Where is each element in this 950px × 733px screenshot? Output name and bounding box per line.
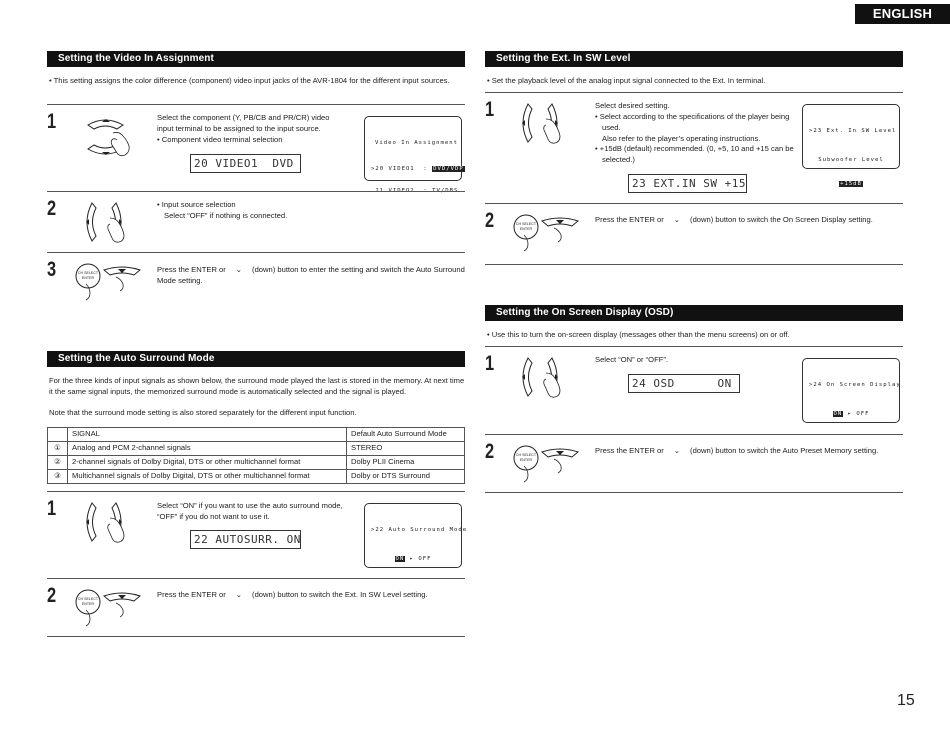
svg-text:CH SELECT: CH SELECT (515, 453, 537, 457)
table-header-row (48, 428, 465, 442)
table-row (48, 456, 465, 470)
up-down-cursor-buttons-icon (85, 113, 135, 163)
osd-selected-value: DVD/VDP (433, 165, 464, 172)
video-in-step1-text: Select the component (Y, PB/CB and PR/CR) video input terminal to be assigned to the input source. (157, 113, 330, 133)
video-in-step3-text (157, 264, 467, 286)
divider (47, 252, 465, 253)
step-number: 1 (47, 110, 56, 133)
down-arrow-icon: ⌄ (235, 265, 243, 274)
ext-sw-intro: • Set the playback level of the analog input signal connected to the Ext. In terminal. (487, 76, 766, 85)
enter-and-down-buttons-icon (512, 444, 584, 484)
ext-sw-step1-text: Also refer to the player’s operating instructions. (602, 134, 761, 143)
enter-and-down-buttons-icon (512, 213, 584, 253)
front-display-readout: 23 EXT.IN SW +15 (628, 174, 747, 193)
signal-table (47, 427, 465, 484)
on-screen-display-panel (802, 104, 900, 188)
osd-line: Subwoofer Level (818, 156, 884, 163)
step-text-part: (down) button to enter the setting and switch the Auto Surround Mode setting. (157, 265, 465, 285)
table-row (48, 470, 465, 484)
table-header: SIGNAL (68, 428, 347, 442)
step-text-part: Press the ENTER or (595, 446, 664, 455)
osd-line (809, 181, 893, 189)
down-arrow-icon: ⌄ (673, 215, 681, 224)
table-cell: ① (48, 442, 68, 456)
divider (47, 104, 465, 105)
osd-selected-value: +15dB (840, 181, 862, 188)
front-display-readout: 20 VIDEO1 DVD (190, 154, 301, 173)
left-right-cursor-buttons-icon (516, 355, 568, 401)
divider (47, 578, 465, 579)
osd-title: >22 Auto Surround Mode (371, 527, 468, 534)
left-right-cursor-buttons-icon (80, 500, 132, 546)
osd-title: Video In Assignment (375, 140, 458, 147)
front-display-readout: 24 OSD ON (628, 374, 740, 393)
osd-option: OFF (856, 410, 870, 417)
enter-and-down-buttons-icon (74, 588, 146, 628)
divider (47, 491, 465, 492)
step-number: 1 (485, 98, 494, 121)
video-in-step2-bullet: • Input source selection (157, 200, 236, 209)
down-arrow-icon: ⌄ (235, 590, 243, 599)
step-text-part: Press the ENTER or (157, 590, 226, 599)
table-cell: Dolby or DTS Surround (347, 470, 465, 484)
on-screen-display-panel (802, 358, 900, 423)
video-in-intro: • This setting assigns the color difference (component) video input jacks of the AVR-1804 for the different input sources. (49, 76, 450, 85)
osd-step2-text (595, 445, 903, 456)
step-number: 2 (47, 584, 56, 607)
table-header (48, 428, 68, 442)
step-text-part: Press the ENTER or (595, 215, 664, 224)
auto-surround-step1-text: Select “ON” if you want to use the auto surround mode, “OFF” if you do not want to use it. (157, 501, 343, 521)
osd-line: ON ▸ OFF (395, 555, 432, 562)
step-number: 1 (47, 497, 56, 520)
svg-text:CH SELECT: CH SELECT (77, 597, 99, 601)
video-in-step1-bullet: • Component video terminal selection (157, 135, 283, 144)
step-text-part: (down) button to switch the Auto Preset Memory setting. (690, 446, 879, 455)
table-cell: ② (48, 456, 68, 470)
auto-surround-intro: For the three kinds of input signals as shown below, the surround mode played the last is stored in the memory. At next time it the same signal inputs, the memorized surround mode is automatically selected and the signal is played. (49, 376, 465, 396)
step-number: 2 (485, 440, 494, 463)
divider (485, 434, 903, 435)
left-right-cursor-buttons-icon (516, 101, 568, 147)
step-text-part: (down) button to switch the On Screen Display setting. (690, 215, 873, 224)
down-arrow-icon: ⌄ (673, 446, 681, 455)
divider (485, 346, 903, 347)
divider (47, 191, 465, 192)
auto-surround-note: Note that the surround mode setting is also stored separately for the different input function. (49, 408, 357, 417)
osd-selected-value: ON (833, 410, 843, 417)
ext-sw-step1-text: • +15dB (default) recommended. (0, +5, 10 and +15 can be selected.) (595, 144, 794, 164)
osd-line (371, 188, 455, 196)
osd-option: OFF (418, 555, 432, 562)
table-cell: STEREO (347, 442, 465, 456)
front-display-readout: 22 AUTOSURR. ON (190, 530, 301, 549)
svg-text:CH SELECT: CH SELECT (515, 222, 537, 226)
table-row (48, 442, 465, 456)
osd-intro: • Use this to turn the on-screen display (messages other than the menu screens) on or off. (487, 330, 790, 339)
left-right-cursor-buttons-icon (80, 200, 132, 246)
step-text-part: (down) button to switch the Ext. In SW Level setting. (252, 590, 428, 599)
ext-sw-step2-text (595, 214, 905, 225)
step-number: 1 (485, 352, 494, 375)
osd-step1-text: Select “ON” or “OFF”. (595, 355, 668, 364)
language-tab: ENGLISH (855, 4, 950, 24)
divider (485, 492, 903, 493)
divider (485, 264, 903, 265)
page-number: 15 (897, 692, 915, 709)
enter-and-down-buttons-icon (74, 262, 146, 302)
section-title-osd: Setting the On Screen Display (OSD) (485, 305, 903, 321)
on-screen-display-panel (364, 116, 462, 181)
osd-selected-value: ON (395, 555, 405, 562)
table-header: Default Auto Surround Mode (347, 428, 465, 442)
table-cell: 2-channel signals of Dolby Digital, DTS or other multichannel format (68, 456, 347, 470)
table-cell: ③ (48, 470, 68, 484)
step-number: 2 (47, 197, 56, 220)
step-number: 3 (47, 258, 56, 281)
on-screen-display-panel (364, 503, 468, 568)
ext-sw-step1-text: Select desired setting. (595, 101, 670, 110)
svg-text:CH SELECT: CH SELECT (77, 271, 99, 275)
section-title-video-in: Setting the Video In Assignment (47, 51, 465, 67)
divider (485, 203, 903, 204)
table-cell: Dolby PLII Cinema (347, 456, 465, 470)
auto-surround-step2-text (157, 589, 467, 600)
step-number: 2 (485, 209, 494, 232)
section-title-ext-sw: Setting the Ext. In SW Level (485, 51, 903, 67)
svg-text:ENTER: ENTER (81, 602, 95, 606)
svg-text:ENTER: ENTER (519, 458, 533, 462)
svg-text:ENTER: ENTER (519, 227, 533, 231)
table-cell: Analog and PCM 2-channel signals (68, 442, 347, 456)
osd-line-label: >20 VIDEO1 : (371, 165, 433, 172)
section-title-auto-surround: Setting the Auto Surround Mode (47, 351, 465, 367)
osd-title: >24 On Screen Display (809, 382, 901, 389)
osd-line (371, 165, 464, 174)
ext-sw-step1-text: • Select according to the specifications of the player being used. (595, 112, 790, 132)
svg-text:ENTER: ENTER (81, 276, 95, 280)
divider (485, 92, 903, 93)
osd-line: ON ▸ OFF (833, 410, 870, 417)
table-cell: Multichannel signals of Dolby Digital, DTS or other multichannel format (68, 470, 347, 484)
video-in-step2-text: Select “OFF” if nothing is connected. (164, 211, 288, 220)
osd-title: >23 Ext. In SW Level (809, 128, 897, 135)
step-text-part: Press the ENTER or (157, 265, 226, 274)
divider (47, 636, 465, 637)
